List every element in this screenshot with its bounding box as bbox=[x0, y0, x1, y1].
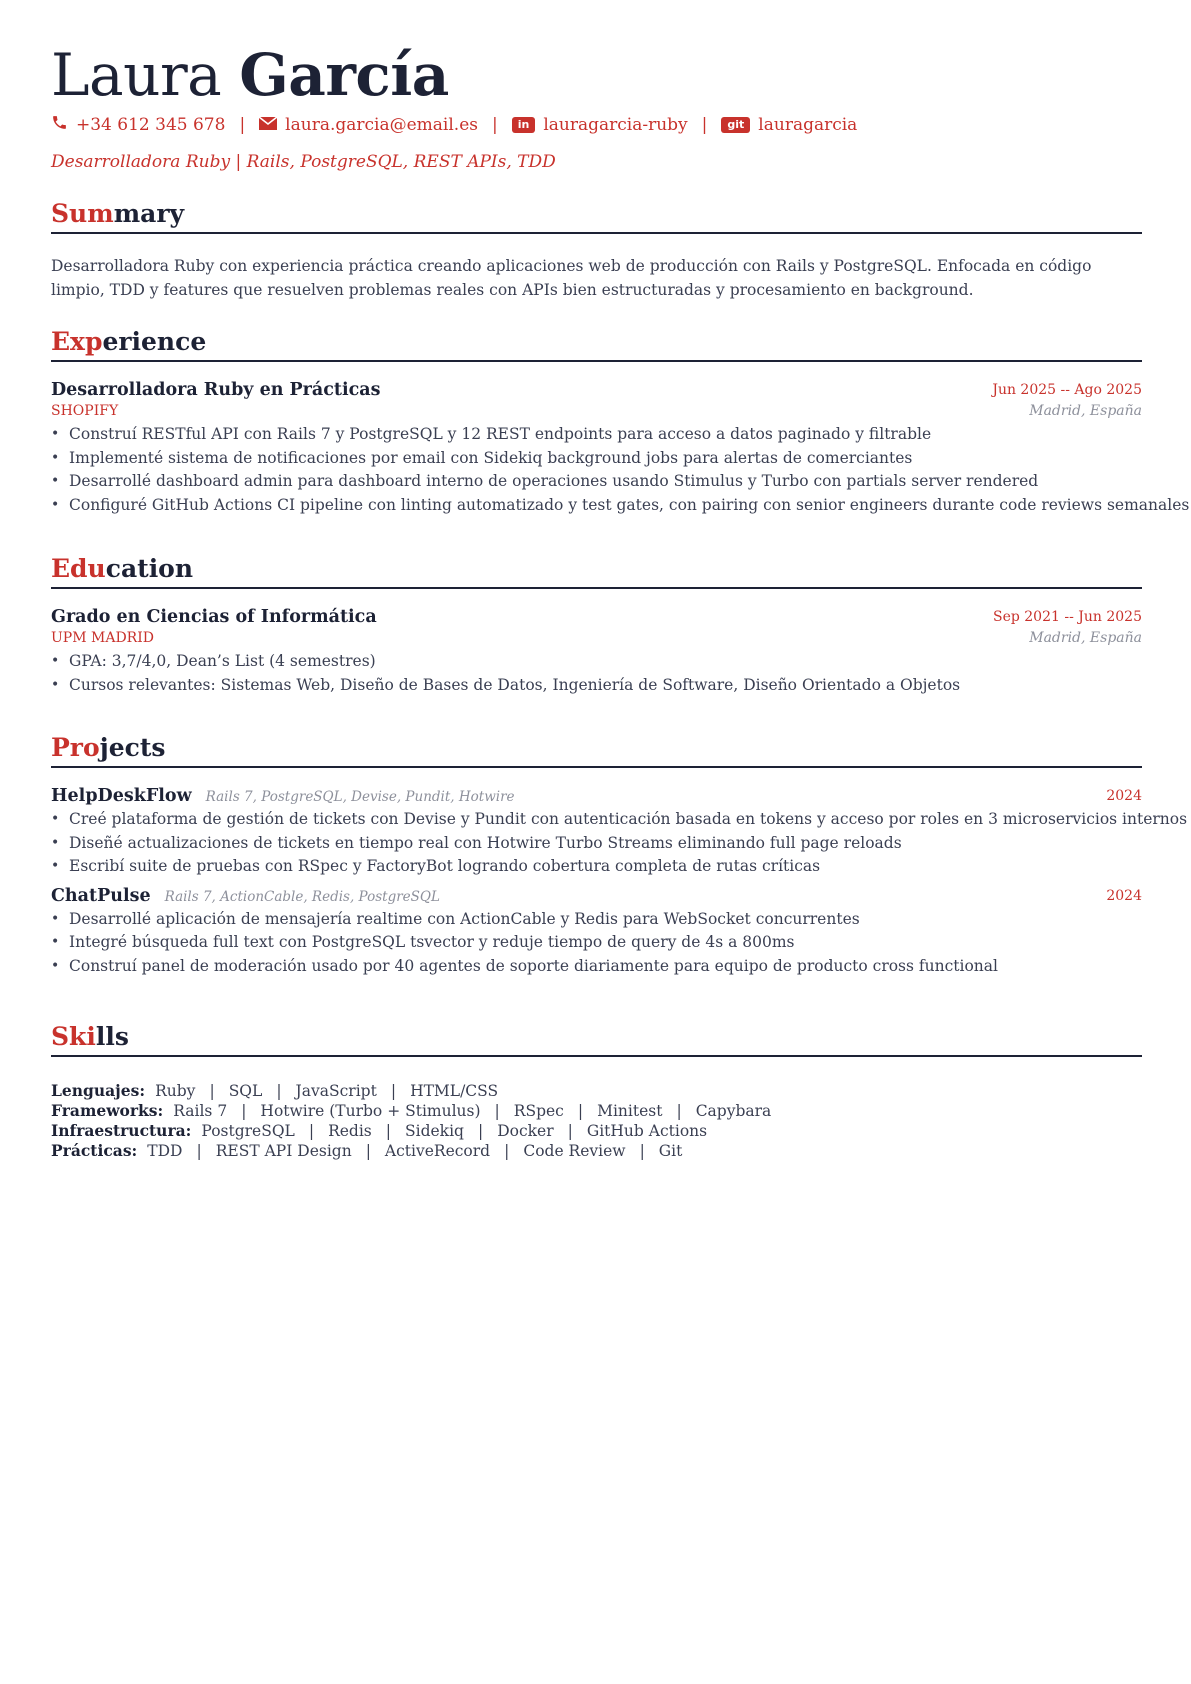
job-title: Desarrolladora Ruby en Prácticas bbox=[51, 380, 381, 400]
skill-item: TDD bbox=[147, 1142, 183, 1160]
project-title bbox=[51, 786, 1142, 806]
contact-separator: | bbox=[491, 115, 498, 135]
tagline: Desarrolladora Ruby | Rails, PostgreSQL, REST APIs, TDD bbox=[51, 152, 556, 172]
skill-row bbox=[51, 1121, 1142, 1141]
list-item: • Integré búsqueda full text con PostgreSQL tsvector y reduje tiempo de query de 4s a 800ms bbox=[51, 931, 1142, 955]
list-item: • Construí RESTful API con Rails 7 y PostgreSQL y 12 REST endpoints para acceso a datos paginado y filtrable bbox=[51, 423, 1142, 447]
company-name: SHOPIFY bbox=[51, 403, 119, 419]
linkedin-contact[interactable] bbox=[512, 115, 688, 135]
phone-number: +34 612 345 678 bbox=[76, 115, 226, 135]
project-entry bbox=[51, 886, 1142, 979]
git-icon: git bbox=[721, 117, 750, 133]
skill-item: JavaScript bbox=[295, 1082, 377, 1100]
skill-item: PostgreSQL bbox=[201, 1122, 295, 1140]
education-dates: Sep 2021 -- Jun 2025 bbox=[992, 609, 1142, 625]
list-item: • Escribí suite de pruebas con RSpec y FactoryBot logrando cobertura completa de rutas críticas bbox=[51, 855, 1142, 879]
skill-row bbox=[51, 1141, 1142, 1161]
list-item: • Desarrollé aplicación de mensajería realtime con ActionCable y Redis para WebSocket concurrentes bbox=[51, 908, 1142, 932]
list-item: • Implementé sistema de notificaciones por email con Sidekiq background jobs para alertas de comerciantes bbox=[51, 447, 1142, 471]
summary-text: Desarrolladora Ruby con experiencia práctica creando aplicaciones web de producción con Rails y PostgreSQL. Enfocada en código limpio, TDD y features que resuelven problemas reales con APIs bien estructuradas y procesamiento en background. bbox=[51, 257, 1092, 299]
github-contact[interactable] bbox=[721, 115, 857, 135]
skill-item: Git bbox=[658, 1142, 683, 1160]
project-bullets bbox=[51, 908, 1142, 979]
skill-separator: | bbox=[504, 1142, 510, 1160]
contact-line bbox=[51, 114, 857, 136]
list-item: • GPA: 3,7/4,0, Dean’s List (4 semestres) bbox=[51, 650, 1142, 674]
phone-icon bbox=[51, 114, 68, 136]
skill-separator: | bbox=[365, 1142, 371, 1160]
experience-entry bbox=[51, 380, 1190, 517]
contact-separator: | bbox=[239, 115, 246, 135]
skill-separator: | bbox=[639, 1142, 645, 1160]
skill-item: ActiveRecord bbox=[384, 1142, 491, 1160]
experience-section bbox=[51, 326, 1190, 517]
project-year: 2024 bbox=[1106, 788, 1142, 804]
linkedin-handle: lauragarcia-ruby bbox=[543, 115, 688, 135]
email-contact[interactable] bbox=[259, 115, 478, 135]
skill-separator: | bbox=[276, 1082, 282, 1100]
first-name: Laura bbox=[51, 41, 222, 109]
section-title: Education bbox=[51, 553, 1142, 589]
skill-item: REST API Design bbox=[215, 1142, 352, 1160]
skill-category-label: Lenguajes: bbox=[51, 1081, 146, 1100]
section-title: Experience bbox=[51, 326, 1142, 362]
skills-section bbox=[51, 1021, 1142, 1161]
last-name: García bbox=[239, 41, 449, 109]
skill-separator: | bbox=[676, 1102, 682, 1120]
skill-item: GitHub Actions bbox=[586, 1122, 708, 1140]
skill-category-label: Frameworks: bbox=[51, 1101, 164, 1120]
skill-separator: | bbox=[390, 1082, 397, 1100]
skill-item: RSpec bbox=[513, 1102, 564, 1120]
skill-item: Hotwire (Turbo + Stimulus) bbox=[260, 1102, 481, 1120]
skills-list bbox=[51, 1081, 1142, 1161]
skill-item: HTML/CSS bbox=[410, 1082, 499, 1100]
skill-separator: | bbox=[308, 1122, 315, 1140]
skill-item: Redis bbox=[328, 1122, 372, 1140]
skill-separator: | bbox=[494, 1102, 500, 1120]
job-dates: Jun 2025 -- Ago 2025 bbox=[992, 382, 1142, 398]
project-tech: Rails 7, ActionCable, Redis, PostgreSQL bbox=[164, 888, 440, 905]
job-location: Madrid, España bbox=[1029, 403, 1142, 419]
list-item: • Creé plataforma de gestión de tickets con Devise y Pundit con autenticación basada en tokens y acceso por roles en 3 microservicios internos bbox=[51, 808, 1142, 832]
linkedin-icon: in bbox=[512, 117, 536, 133]
skill-category-label: Prácticas: bbox=[51, 1141, 138, 1160]
list-item: • Diseñé actualizaciones de tickets en tiempo real con Hotwire Turbo Streams eliminando full page reloads bbox=[51, 832, 1142, 856]
project-entry bbox=[51, 786, 1188, 879]
contact-separator: | bbox=[701, 115, 708, 135]
project-title bbox=[51, 886, 1142, 906]
project-year: 2024 bbox=[1106, 887, 1142, 904]
skill-item: SQL bbox=[228, 1082, 263, 1100]
skill-item: Sidekiq bbox=[405, 1122, 464, 1140]
section-title: Projects bbox=[51, 732, 1142, 768]
skill-item: Rails 7 bbox=[173, 1102, 228, 1120]
list-item: • Configuré GitHub Actions CI pipeline con linting automatizado y test gates, con pairing con senior engineers durante code reviews semanales bbox=[51, 494, 1142, 518]
skill-item: Ruby bbox=[155, 1082, 196, 1100]
skill-item: Code Review bbox=[523, 1142, 626, 1160]
list-item: • Desarrollé dashboard admin para dashboard interno de operaciones usando Stimulus y Turbo con partials server rendered bbox=[51, 470, 1142, 494]
skill-separator: | bbox=[241, 1102, 247, 1120]
skill-separator: | bbox=[209, 1082, 215, 1100]
summary-section bbox=[51, 198, 1142, 302]
skill-separator: | bbox=[196, 1142, 202, 1160]
skill-separator: | bbox=[577, 1102, 584, 1120]
phone-contact[interactable] bbox=[51, 114, 225, 136]
list-item: • Construí panel de moderación usado por 40 agentes de soporte diariamente para equipo de producto cross functional bbox=[51, 955, 1142, 979]
degree-title: Grado en Ciencias of Informática bbox=[51, 607, 377, 627]
skill-row bbox=[51, 1101, 1142, 1121]
education-section bbox=[51, 553, 1142, 697]
github-handle: lauragarcia bbox=[758, 115, 858, 135]
experience-bullets bbox=[51, 423, 1190, 517]
skill-category-label: Infraestructura: bbox=[51, 1121, 192, 1140]
school-name: UPM MADRID bbox=[51, 630, 154, 646]
skill-row bbox=[51, 1081, 1142, 1101]
section-title: Summary bbox=[51, 198, 1142, 234]
education-location: Madrid, España bbox=[1029, 630, 1142, 646]
section-title: Skills bbox=[51, 1021, 1142, 1057]
projects-section bbox=[51, 732, 1188, 978]
skill-item: Minitest bbox=[597, 1102, 663, 1120]
skill-separator: | bbox=[385, 1122, 391, 1140]
education-bullets bbox=[51, 650, 1142, 697]
list-item: • Cursos relevantes: Sistemas Web, Diseño de Bases de Datos, Ingeniería de Software, Diseño Orientado a Objetos bbox=[51, 674, 1142, 698]
education-entry bbox=[51, 607, 1142, 697]
project-bullets bbox=[51, 808, 1188, 879]
skill-item: Capybara bbox=[695, 1102, 772, 1120]
skill-separator: | bbox=[567, 1122, 573, 1140]
project-name: HelpDeskFlow bbox=[51, 786, 192, 806]
project-tech: Rails 7, PostgreSQL, Devise, Pundit, Hotwire bbox=[205, 789, 515, 805]
project-name: ChatPulse bbox=[51, 885, 151, 906]
skill-item: Docker bbox=[497, 1122, 554, 1140]
envelope-icon bbox=[259, 115, 277, 135]
candidate-name bbox=[51, 40, 449, 110]
email-address: laura.garcia@email.es bbox=[285, 115, 478, 135]
skill-separator: | bbox=[477, 1122, 484, 1140]
